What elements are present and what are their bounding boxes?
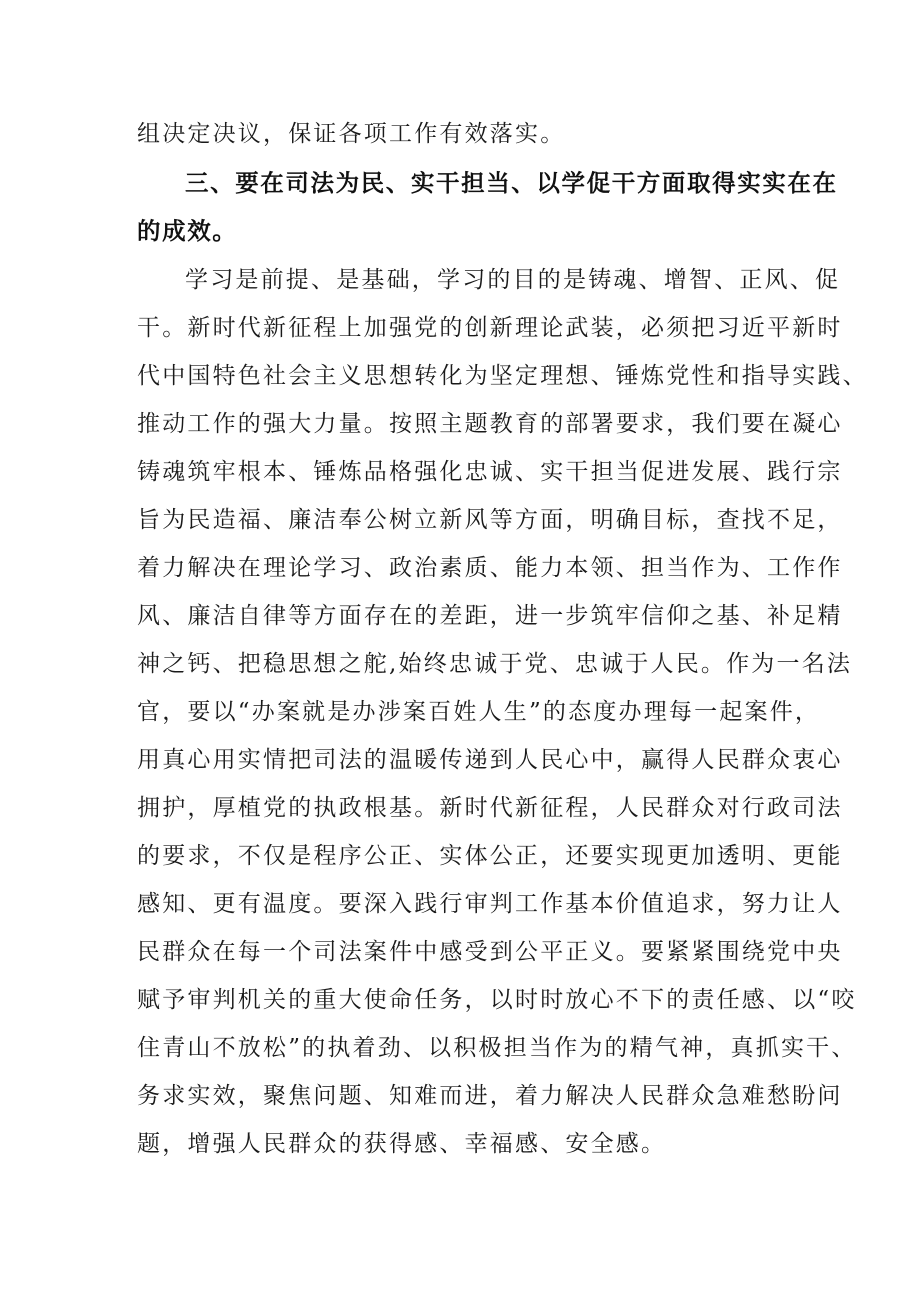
paragraph-line: 铸魂筑牢根本、锤炼品格强化忠诚、实干担当促进发展、践行宗 (137, 459, 843, 485)
paragraph-line: 神之钙、把稳思想之舵,始终忠诚于党、忠诚于人民。作为一名法 (137, 651, 853, 677)
paragraph-line: 住青山不放松”的执着劲、以积极担当作为的精气神，真抓实干、 (137, 1035, 857, 1061)
section-heading-line: 的成效。 (137, 217, 238, 245)
paragraph-line: 拥护，厚植党的执政根基。新时代新征程，人民群众对行政司法 (137, 795, 843, 821)
paragraph-line: 民群众在每一个司法案件中感受到公平正义。要紧紧围绕党中央 (137, 939, 843, 965)
continuation-line: 组决定决议，保证各项工作有效落实。 (137, 121, 566, 147)
paragraph-line: 赋予审判机关的重大使命任务，以时时放心不下的责任感、以“咬 (137, 987, 857, 1013)
paragraph-line: 干。新时代新征程上加强党的创新理论武装，必须把习近平新时 (137, 315, 843, 341)
paragraph-line: 官，要以“办案就是办涉案百姓人生”的态度办理每一起案件， (137, 699, 821, 725)
paragraph-line: 学习是前提、是基础，学习的目的是铸魂、增智、正风、促 (185, 267, 841, 293)
paragraph-line: 务求实效，聚焦问题、知难而进，着力解决人民群众急难愁盼问 (137, 1083, 843, 1109)
paragraph-line: 着力解决在理论学习、政治素质、能力本领、担当作为、工作作 (137, 555, 843, 581)
paragraph-line: 的要求，不仅是程序公正、实体公正，还要实现更加透明、更能 (137, 843, 843, 869)
paragraph-line: 代中国特色社会主义思想转化为坚定理想、锤炼党性和指导实践、 (137, 363, 868, 389)
paragraph-line: 风、廉洁自律等方面存在的差距，进一步筑牢信仰之基、补足精 (137, 603, 843, 629)
paragraph-line: 感知、更有温度。要深入践行审判工作基本价值追求，努力让人 (137, 891, 843, 917)
paragraph-line: 旨为民造福、廉洁奉公树立新风等方面，明确目标，查找不足， (137, 507, 843, 533)
paragraph-line: 用真心用实情把司法的温暖传递到人民心中，赢得人民群众衷心 (137, 747, 843, 773)
paragraph-line: 推动工作的强大力量。按照主题教育的部署要求，我们要在凝心 (137, 411, 843, 437)
section-heading-line: 三、要在司法为民、实干担当、以学促干方面取得实实在在 (185, 169, 838, 197)
paragraph-line: 题，增强人民群众的获得感、幸福感、安全感。 (137, 1131, 667, 1157)
